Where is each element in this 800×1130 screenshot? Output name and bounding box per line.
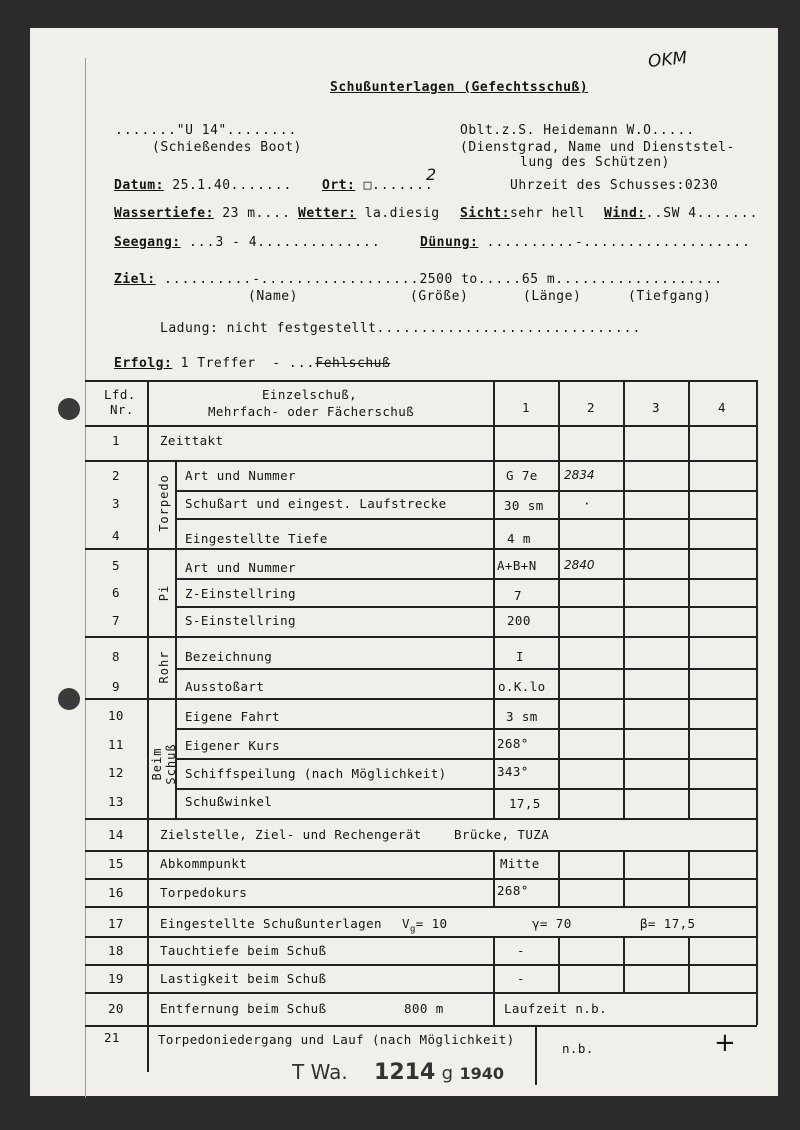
row-line-1 [85,460,757,462]
row-line-8 [175,668,757,670]
row-line-6 [175,606,757,608]
shooter-field: Oblt.z.S. Heidemann W.O..... [460,123,696,138]
row-label: Art und Nummer [185,468,296,483]
row-nr: 19 [108,971,124,986]
row-line-10 [175,728,757,730]
row-label: Schußart und eingest. Laufstrecke [185,496,447,511]
row-label: Torpedokurs [160,885,248,900]
row-line-3 [175,518,757,520]
seegang-row: Seegang: ...3 - 4.............. [114,235,381,250]
row-nr: 16 [108,885,124,900]
row-nr: 12 [108,765,124,780]
corner-mark: OKM [647,48,689,72]
row-line-7 [85,636,757,638]
nr-col-divider [147,380,149,1072]
row-value-1: 268° [497,736,529,751]
row-line-h [85,425,757,427]
ladung-row: Ladung: nicht festgestellt.............................. [160,321,642,336]
row-nr: 1 [112,433,120,448]
row-value-2: 2834 [564,468,595,482]
row-label: Eigener Kurs [185,738,281,753]
ziel-tiefgang-caption: (Tiefgang) [628,289,712,304]
col-header-4: 4 [718,400,726,415]
ort-row: Ort: □....... [322,178,434,193]
row-line-13 [85,818,757,820]
duenung-row: Dünung: ..........-................... [420,235,751,250]
row-line-4 [85,548,757,550]
col-header-nr-2: Nr. [110,402,134,417]
ziel-name-caption: (Name) [248,289,298,304]
row-value-1: - [517,943,525,958]
row-label: Zielstelle, Ziel- und Rechengerät [160,827,422,842]
row-nr: 3 [112,496,120,511]
row-nr: 20 [108,1001,124,1016]
row17-vg: $V_g= 10$ [402,916,448,935]
row-nr: 13 [108,794,124,809]
row-label: Eigene Fahrt [185,709,281,724]
row-value-1: 3 sm [506,709,538,724]
col1-divider-d [493,992,495,1026]
row-label: Zeittakt [160,433,224,448]
margin-line [85,58,86,1098]
row-nr: 6 [112,585,120,600]
row-line-17 [85,936,757,938]
row-label: Z-Einstellring [185,586,296,601]
ziel-laenge-caption: (Länge) [523,289,582,304]
row-value-1: 17,5 [509,796,541,811]
col4-divider [688,380,690,818]
row-value-2: 2840 [564,558,595,572]
punch-hole-bottom [58,688,80,710]
row-nr: 14 [108,827,124,842]
row-value-2: + [714,1028,736,1058]
group-label-beim-schuss: Beim Schuß [150,743,178,785]
row-label: Ausstoßart [185,679,265,694]
row-value-1: G 7e [506,468,538,483]
row-line-2 [175,490,757,492]
row-line-12 [175,788,757,790]
row-value-1: 200 [507,613,531,628]
row21-divider [535,1025,537,1085]
row-nr: 11 [108,737,124,752]
torpedo-group-divider [175,460,177,548]
row-line-15 [85,878,757,880]
row-label: S-Einstellring [185,613,296,628]
col-header-2: 2 [587,400,595,415]
row-label: Schiffspeilung (nach Möglichkeit) [185,766,447,781]
row-nr: 17 [108,916,124,931]
row-nr: 4 [112,528,120,543]
datum-row: Datum: 25.1.40....... [114,178,293,193]
uhrzeit-row: Uhrzeit des Schusses:0230 [510,178,719,193]
row-nr: 5 [112,558,120,573]
row-nr: 10 [108,708,124,723]
wassertiefe-row: Wassertiefe: 23 m.... [114,206,291,221]
row17-beta: β= 17,5 [640,916,696,931]
row-label: Bezeichnung [185,649,273,664]
row-value-1: Brücke, TUZA [454,827,550,842]
row-line-11 [175,758,757,760]
pi-group-divider [175,548,177,636]
row-nr: 18 [108,943,124,958]
wetter-row: Wetter: la.diesig [298,206,440,221]
col-header-3: 3 [652,400,660,415]
row-label: Lastigkeit beim Schuß [160,971,327,986]
col-header-nr-1: Lfd. [104,387,136,402]
row-nr: 21 [104,1030,120,1045]
row-value-1: Mitte [500,856,540,871]
row17-gamma: γ= 70 [532,916,572,931]
row-nr: 2 [112,468,120,483]
row-value-2: · [583,496,591,511]
col-header-1: 1 [522,400,530,415]
table-top-border [85,380,757,382]
row-label: Art und Nummer [185,560,296,575]
ort-note: 2 [426,165,437,184]
row-value-1: n.b. [562,1041,594,1056]
row-nr: 15 [108,856,124,871]
ziel-groesse-caption: (Größe) [410,289,469,304]
row-nr: 8 [112,649,120,664]
row-value-1: 343° [497,764,529,779]
row-value-1: o.K.lo [498,679,546,694]
wind-row: Wind:..SW 4....... [604,206,759,221]
row20-laufzeit: Laufzeit n.b. [504,1001,608,1016]
boat-caption: (Schießendes Boot) [152,140,302,155]
row-value-1: 30 sm [504,498,544,513]
row-value-1: - [517,971,525,986]
shooter-caption-1: (Dienstgrad, Name und Dienststel- [460,140,735,155]
group-label-rohr: Rohr [157,650,171,684]
row-label: Abkommpunkt [160,856,248,871]
row-line-20 [85,1025,757,1027]
row-value-1: 7 [514,588,522,603]
page-title: Schußunterlagen (Gefechtsschuß) [330,80,589,95]
row-label: Eingestellte Schußunterlagen [160,916,382,931]
row-label: Entfernung beim Schuß [160,1001,327,1016]
row-value-1: 268° [497,883,529,898]
col3-divider [623,380,625,818]
erfolg-row: Erfolg: 1 Treffer - ...Fehlschuß [114,356,391,371]
row-label: Torpedoniedergang und Lauf (nach Möglichkeit) [158,1032,515,1047]
row-line-16 [85,906,757,908]
row-value-1: A+B+N [497,558,537,573]
row-line-18 [85,964,757,966]
document-sheet [30,28,778,1096]
col1-divider [493,380,495,818]
row-line-9 [85,698,757,700]
col2-divider [558,380,560,818]
archive-stamp: T Wa. 1214 g 1940 [292,1060,504,1085]
row-line-14 [85,850,757,852]
group-label-torpedo: Torpedo [157,474,171,532]
col-header-desc-1: Einzelschuß, [262,387,358,402]
row-nr: 7 [112,613,120,628]
row-label: Tauchtiefe beim Schuß [160,943,327,958]
shooter-caption-2: lung des Schützen) [520,155,670,170]
row-value-1: I [516,649,524,664]
row-value-1: 800 m [404,1001,444,1016]
group-label-pi: Pi [157,584,171,602]
row-line-5 [175,578,757,580]
row-label: Schußwinkel [185,794,273,809]
punch-hole-top [58,398,80,420]
ziel-row: Ziel: ..........-..................2500 to.....65 m................... [114,272,723,287]
row-nr: 9 [112,679,120,694]
row-label: Eingestellte Tiefe [185,531,328,546]
sicht-row: Sicht:sehr hell [460,206,585,221]
row-line-19 [85,992,757,994]
col-header-desc-2: Mehrfach- oder Fächerschuß [208,404,415,419]
table-right-border [756,380,758,1025]
boat-field: ......."U 14"........ [115,123,298,138]
row-value-1: 4 m [507,531,531,546]
